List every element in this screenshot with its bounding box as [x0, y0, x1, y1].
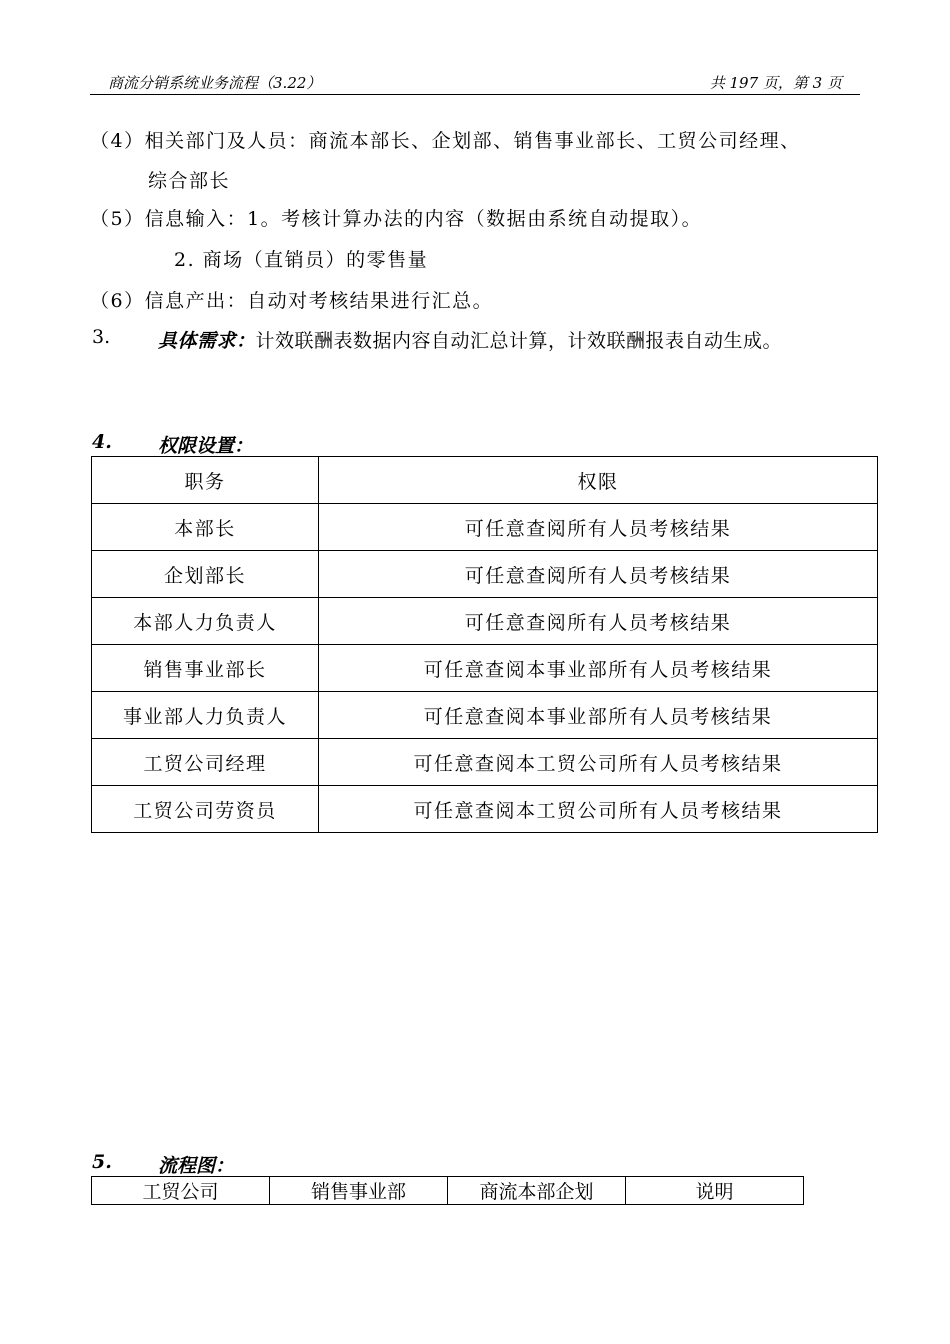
lane-header-sales-division: 销售事业部 — [270, 1177, 448, 1205]
requirement-number: 3. — [92, 326, 111, 348]
position-cell: 本部人力负责人 — [92, 598, 319, 645]
section5-number: 5. — [92, 1151, 112, 1173]
table-row — [92, 645, 878, 692]
item5-line1: （5）信息输入：1。考核计算办法的内容（数据由系统自动提取）。 — [90, 208, 703, 230]
permission-cell: 可任意查阅本事业部所有人员考核结果 — [319, 645, 878, 692]
requirement-label: 具体需求： — [158, 330, 256, 352]
position-cell: 企划部长 — [92, 551, 319, 598]
lane-header-trade-company: 工贸公司 — [92, 1177, 270, 1205]
permission-cell: 可任意查阅所有人员考核结果 — [319, 504, 878, 551]
flowchart-header-row — [92, 1177, 804, 1205]
position-cell: 事业部人力负责人 — [92, 692, 319, 739]
table-row — [92, 504, 878, 551]
section4-number: 4. — [92, 431, 112, 453]
page-header — [90, 70, 860, 95]
column-header-permission: 权限 — [319, 457, 878, 504]
requirement-line — [158, 326, 782, 353]
permission-cell: 可任意查阅本工贸公司所有人员考核结果 — [319, 739, 878, 786]
table-row — [92, 551, 878, 598]
table-row — [92, 739, 878, 786]
permission-cell: 可任意查阅所有人员考核结果 — [319, 598, 878, 645]
permission-table — [91, 456, 878, 833]
flowchart-table — [91, 1176, 804, 1205]
page-number: 共 197 页，第 3 页 — [709, 74, 842, 92]
item4-line2: 综合部长 — [148, 170, 231, 192]
position-cell: 工贸公司劳资员 — [92, 786, 319, 833]
position-cell: 工贸公司经理 — [92, 739, 319, 786]
permission-cell: 可任意查阅本事业部所有人员考核结果 — [319, 692, 878, 739]
column-header-position: 职务 — [92, 457, 319, 504]
table-header-row — [92, 457, 878, 504]
position-cell: 本部长 — [92, 504, 319, 551]
permission-cell: 可任意查阅所有人员考核结果 — [319, 551, 878, 598]
requirement-text: 计效联酬表数据内容自动汇总计算，计效联酬报表自动生成。 — [255, 330, 783, 352]
table-row — [92, 692, 878, 739]
lane-header-notes: 说明 — [626, 1177, 804, 1205]
section5-title: 流程图： — [158, 1155, 235, 1177]
table-row — [92, 598, 878, 645]
position-cell: 销售事业部长 — [92, 645, 319, 692]
item6: （6）信息产出：自动对考核结果进行汇总。 — [90, 290, 494, 312]
section4-title: 权限设置： — [158, 435, 254, 457]
item5-line2: 2. 商场（直销员）的零售量 — [174, 249, 429, 271]
table-row — [92, 786, 878, 833]
document-title: 商流分销系统业务流程（3.22） — [108, 74, 322, 92]
item4-line1: （4）相关部门及人员：商流本部长、企划部、销售事业部长、工贸公司经理、 — [90, 130, 801, 152]
lane-header-planning: 商流本部企划 — [448, 1177, 626, 1205]
permission-cell: 可任意查阅本工贸公司所有人员考核结果 — [319, 786, 878, 833]
